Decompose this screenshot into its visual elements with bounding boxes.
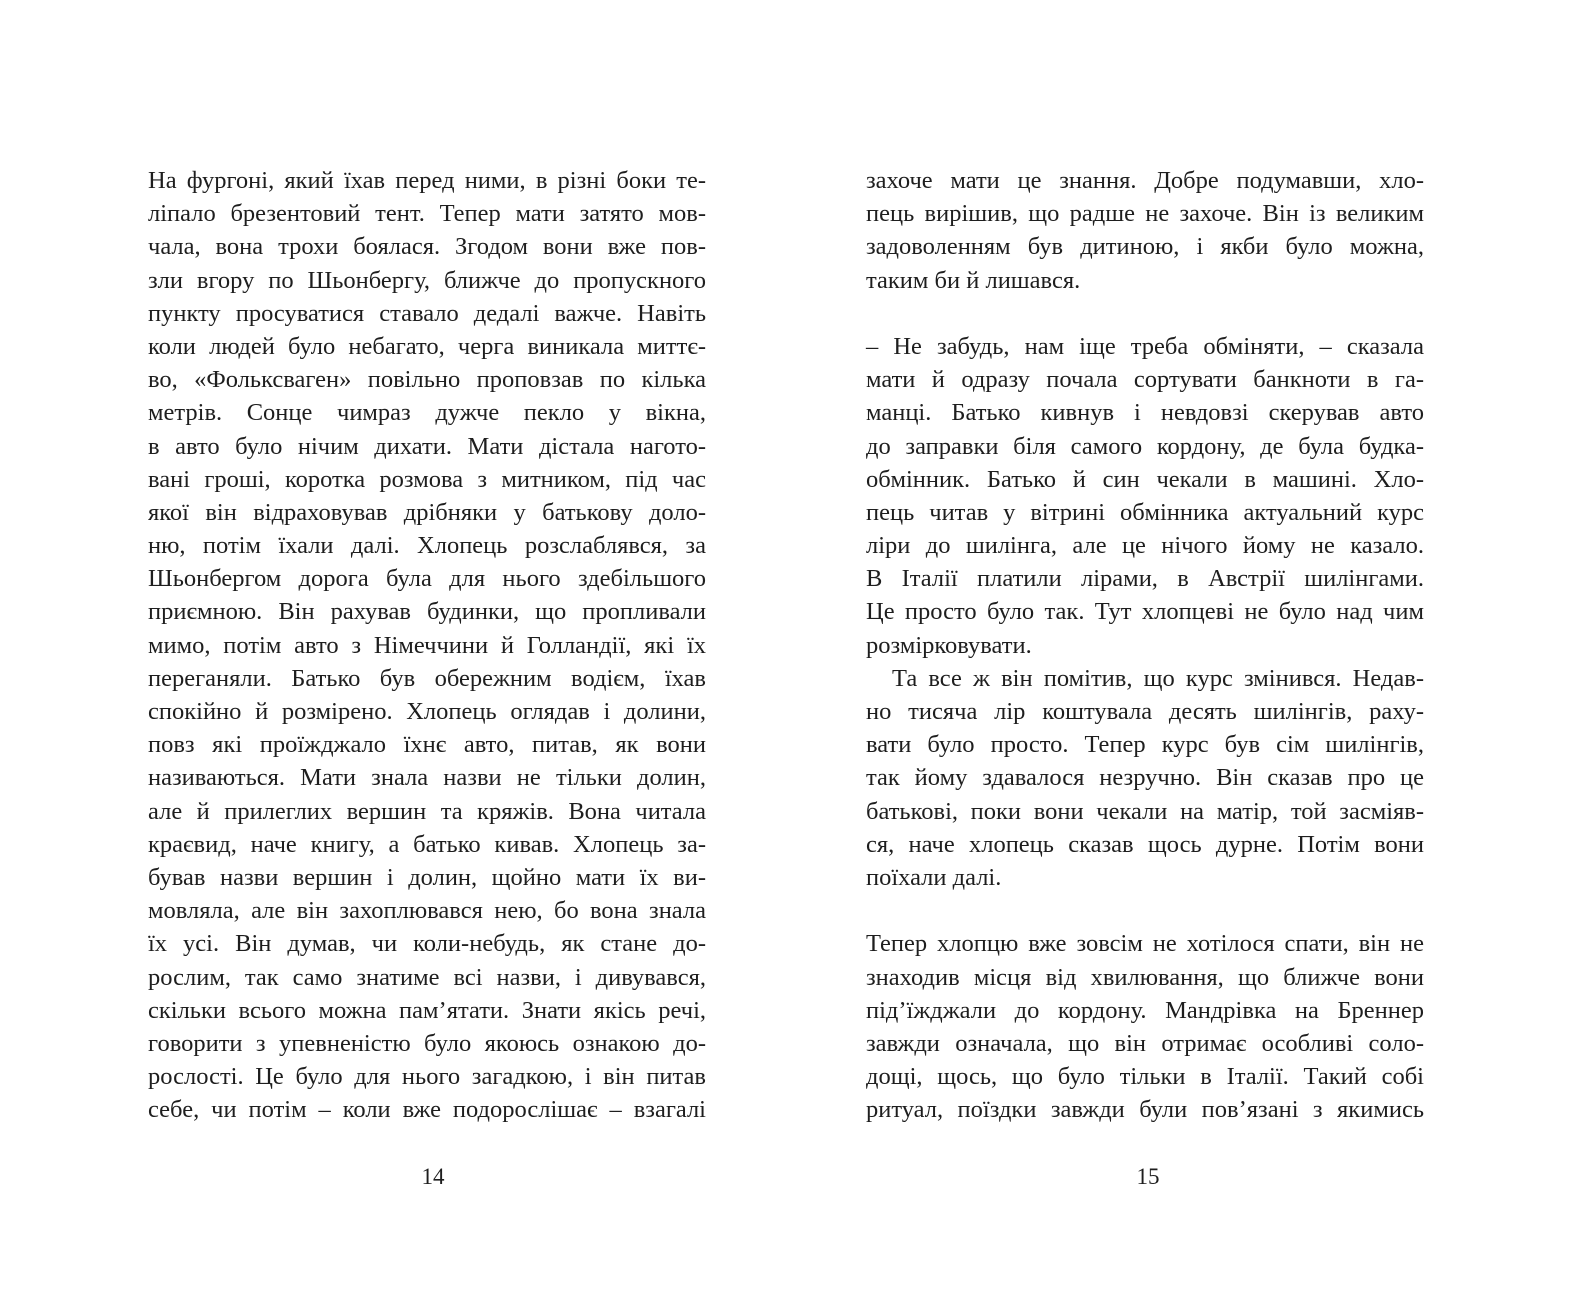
text-line: якої він відраховував дрібняки у батькову доло- [148,498,706,526]
text-line: до заправки біля самого кордону, де була будка- [866,432,1424,460]
text-line: рослості. Це було для нього загадкою, і він питав [148,1063,706,1091]
text-line: зли вгору по Шьонбергу, ближче до пропускного [148,266,706,294]
text-line: ся, наче хлопець сказав щось дурне. Потім вони [866,830,1424,858]
text-line: Та все ж він помітив, що курс змінився. Недав- [892,664,1424,692]
text-line: говорити з упевненістю було якоюсь ознакою до- [148,1029,706,1057]
text-line: обмінник. Батько й син чекали в машині. Хло- [866,465,1424,493]
text-line: чала, вона трохи боялася. Згодом вони вже пов- [148,233,706,261]
text-line: ню, потім їхали далі. Хлопець розслаблявся, за [148,532,706,560]
text-line: називаються. Мати знала назви не тільки долин, [148,764,706,792]
text-line: завжди означала, що він отримає особливі соло- [866,1029,1424,1057]
text-line: манці. Батько кивнув і невдовзі скерував авто [866,399,1424,427]
text-line: краєвид, наче книгу, а батько кивав. Хлопець за- [148,830,706,858]
section-break [866,297,1424,330]
text-line: пець читав у вітрині обмінника актуальний курс [866,498,1424,526]
text-line: себе, чи потім – коли вже подорослішає – взагалі [148,1096,706,1124]
left-page-text [148,164,706,1126]
text-line: рослим, так само знатиме всі назви, і дивувався, [148,963,706,991]
text-line: ліпало брезентовий тент. Тепер мати затято мов- [148,200,706,228]
text-line: пункту просуватися ставало дедалі важче. Навіть [148,299,706,327]
text-line: во, «Фольксваген» повільно проповзав по кілька [148,366,706,394]
page-number-left: 14 [421,1164,445,1189]
text-line: повз які проїжджало їхнє авто, питав, як вони [148,731,706,759]
right-page [797,0,1594,1299]
text-line: скільки всього можна пам’ятати. Знати якісь речі, [148,996,706,1024]
text-line: но тисяча лір коштувала десять шилінгів, раху- [866,698,1424,725]
page-number-right: 15 [1136,1164,1160,1189]
text-line: задоволенням був дитиною, і якби було можна, [866,233,1424,261]
text-line: бував назви вершин і долин, щойно мати їх ви- [148,863,706,891]
text-line: таким би й лишався. [866,266,1081,294]
text-line: їх усі. Він думав, чи коли-небудь, як стане до- [148,930,706,958]
section-break [866,894,1424,927]
text-line: батькові, поки вони чекали на матір, той засміяв- [866,797,1424,825]
text-line: пець вирішив, що радше не захоче. Він із великим [866,200,1424,228]
text-line: так йому здавалося незручно. Він сказав про це [866,764,1424,792]
text-line: знаходив місця від хвилювання, що ближче вони [866,963,1424,991]
text-line: вані гроші, коротка розмова з митником, під час [148,465,706,493]
right-page-text [866,164,1424,1126]
text-line: коли людей було небагато, черга виникала миттє- [148,332,706,360]
text-line: метрів. Сонце чимраз дужче пекло у вікна, [148,399,706,427]
text-line: Тепер хлопцю вже зовсім не хотілося спати, він не [866,930,1424,958]
text-line: спокійно й розмірено. Хлопець оглядав і долини, [148,698,706,725]
text-line: ліри до шилінга, але це нічого йому не казало. [866,532,1424,560]
text-line: Шьонбергом дорога була для нього здебільшого [148,565,706,593]
text-line: розмірковувати. [866,631,1032,659]
text-line: Це просто було так. Тут хлопцеві не було над чим [866,598,1424,626]
text-line: дощі, щось, що було тільки в Італії. Такий собі [866,1063,1424,1091]
text-line: під’їжджали до кордону. Мандрівка на Бреннер [866,996,1424,1024]
text-line: мати й одразу почала сортувати банкноти в га- [866,366,1424,394]
text-line: ритуал, поїздки завжди були пов’язані з якимись [866,1096,1424,1124]
text-line: мимо, потім авто з Німеччини й Голландії, які їх [148,631,706,659]
text-line: поїхали далі. [866,863,1002,891]
text-line: – Не забудь, нам іще треба обміняти, – сказала [866,332,1424,360]
text-line: переганяли. Батько був обережним водієм, їхав [148,664,706,692]
text-line: На фургоні, який їхав перед ними, в різні боки те- [148,167,706,194]
text-line: мовляла, але він захоплювався нею, бо вона знала [148,897,706,925]
text-line: вати було просто. Тепер курс був сім шилінгів, [866,731,1424,759]
text-line: в авто було нічим дихати. Мати дістала нагото- [148,432,706,460]
text-line: але й прилеглих вершин та кряжів. Вона читала [148,797,706,825]
text-line: приємною. Він рахував будинки, що пропливали [148,598,706,626]
text-line: В Італії платили лірами, в Австрії шилінгами. [866,565,1424,593]
text-line: захоче мати це знання. Добре подумавши, хло- [866,167,1424,194]
